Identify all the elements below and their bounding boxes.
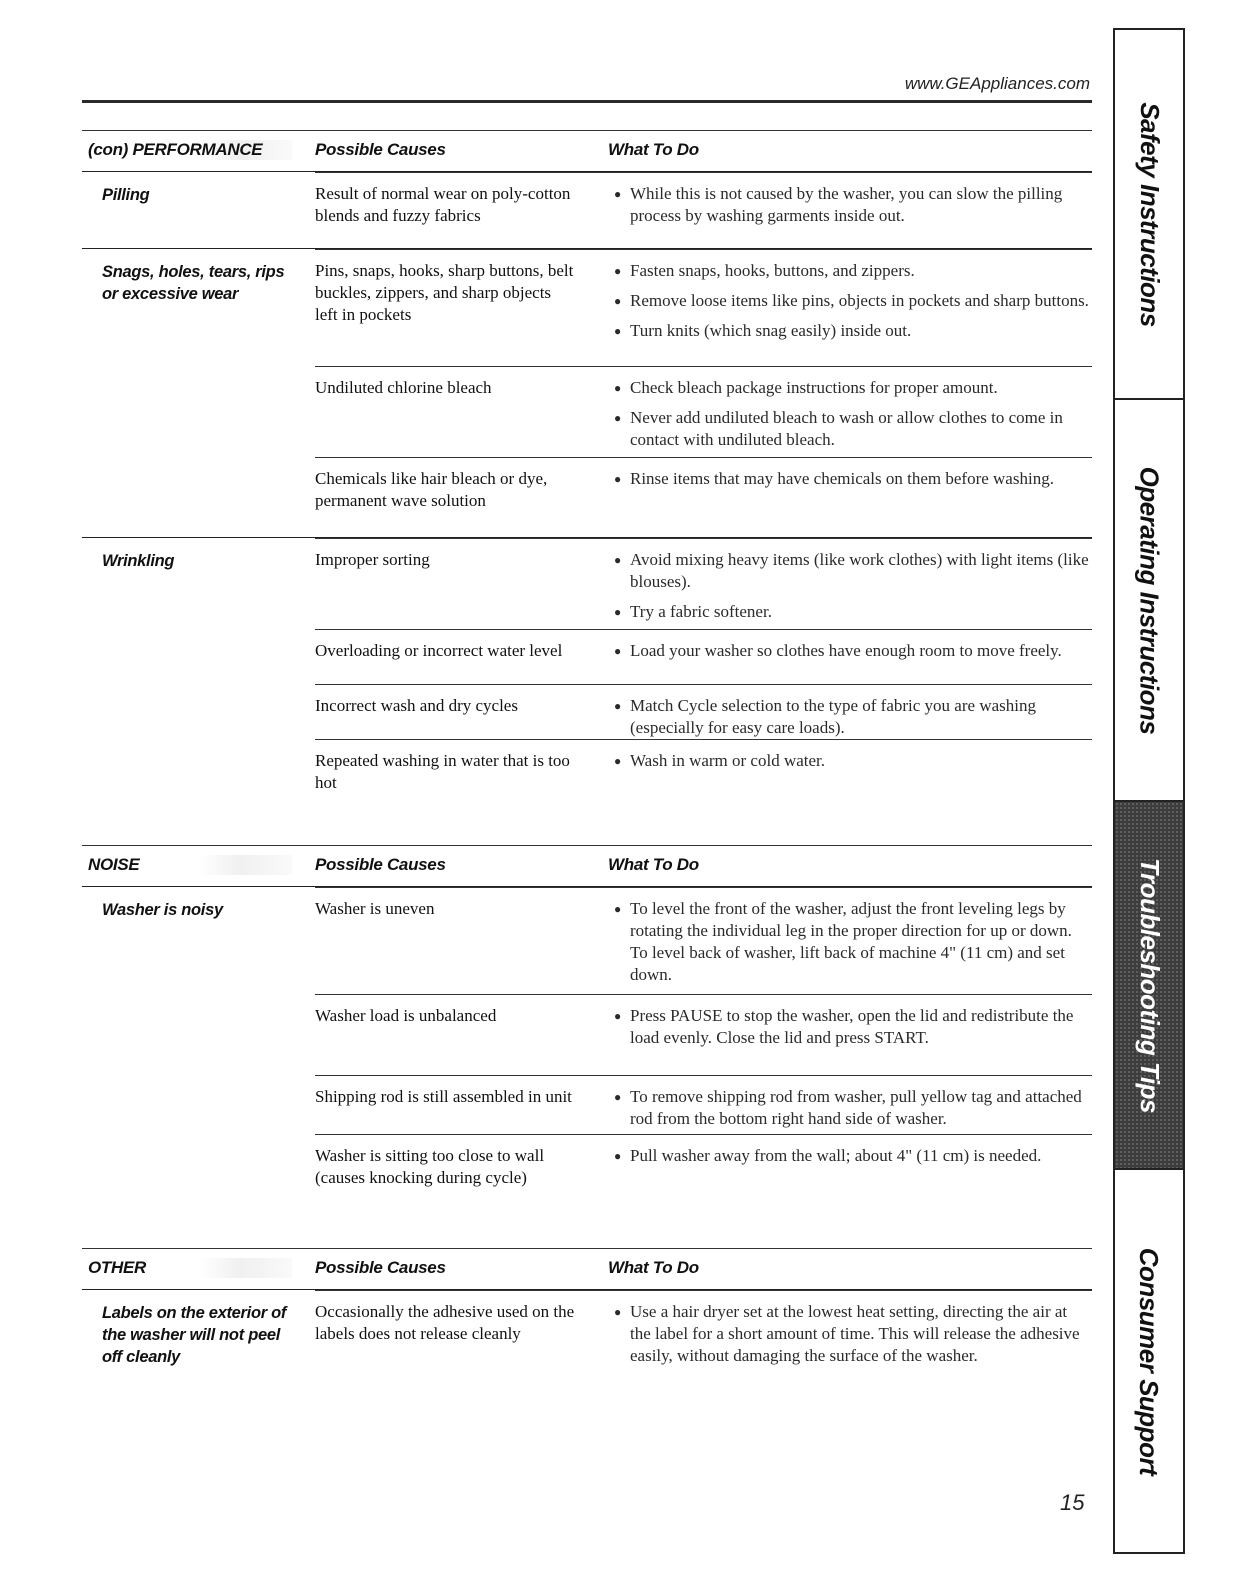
tab-label: Safety Instructions	[1134, 101, 1165, 327]
cause-block	[315, 887, 1092, 994]
todo-item: ● Wash in warm or cold water.	[614, 751, 826, 770]
problem-row	[82, 172, 1092, 249]
todo-text: Fasten snaps, hooks, buttons, and zippers.	[630, 261, 915, 280]
todo-text: Try a fabric softener.	[630, 602, 772, 621]
cause-block	[315, 1134, 1092, 1211]
todo-column-header: What To Do	[608, 1258, 699, 1277]
todo-item: ● Use a hair dryer set at the lowest heat setting, directing the air at the label for a short amount of time. This will release the adhesive easily, without damaging the surface of the washer.	[614, 1302, 1080, 1365]
section-performance	[82, 130, 1092, 798]
todo-text: While this is not caused by the washer, you can slow the pilling process by washing garments inside out.	[630, 184, 1063, 225]
todo-text: Turn knits (which snag easily) inside out.	[630, 321, 912, 340]
causes-column-header: Possible Causes	[315, 1258, 446, 1277]
cause-text: Occasionally the adhesive used on the labels does not release cleanly	[315, 1302, 575, 1343]
problem-name: Snags, holes, tears, rips or excessive wear	[102, 263, 285, 303]
todo-list	[608, 685, 1092, 747]
cause-block	[315, 1290, 1092, 1411]
todo-list	[608, 740, 1092, 780]
todo-list	[608, 888, 1092, 994]
todo-text: Load your washer so clothes have enough room to move freely.	[630, 641, 1062, 660]
cause-block	[315, 739, 1092, 800]
section-tabs	[1113, 28, 1185, 1554]
todo-list	[608, 1291, 1092, 1375]
cause-text: Improper sorting	[315, 550, 430, 569]
tab-troubleshooting-tips[interactable]	[1115, 802, 1183, 1170]
todo-text: Remove loose items like pins, objects in pockets and sharp buttons.	[630, 291, 1089, 310]
todo-text: Check bleach package instructions for proper amount.	[630, 378, 998, 397]
cause-block	[315, 538, 1092, 629]
todo-text: To level the front of the washer, adjust the front leveling legs by rotating the individual leg in the proper direction for up or down. To level back of washer, lift back of machine 4" (11 cm) and set down.	[630, 899, 1072, 984]
todo-text: Match Cycle selection to the type of fabric you are washing (especially for easy care loads).	[630, 696, 1036, 737]
problem-row	[82, 249, 1092, 538]
todo-item: ● Try a fabric softener.	[614, 602, 772, 621]
problem-name: Washer is noisy	[102, 901, 223, 919]
tab-consumer-support[interactable]	[1115, 1170, 1183, 1552]
todo-list	[608, 1135, 1092, 1175]
causes-column-header: Possible Causes	[315, 140, 446, 159]
section-noise	[82, 845, 1092, 1207]
todo-list	[608, 995, 1092, 1057]
problem-row	[82, 1290, 1092, 1410]
todo-column-header: What To Do	[608, 855, 699, 874]
cause-block	[315, 684, 1092, 739]
tab-label: Operating Instructions	[1134, 466, 1165, 734]
cause-text: Chemicals like hair bleach or dye, permanent wave solution	[315, 469, 548, 510]
page-number: 15	[1060, 1490, 1085, 1515]
todo-list	[608, 630, 1092, 670]
problem-row	[82, 538, 1092, 798]
cause-text: Undiluted chlorine bleach	[315, 378, 492, 397]
cause-block	[315, 994, 1092, 1075]
todo-text: Avoid mixing heavy items (like work clothes) with light items (like blouses).	[630, 550, 1089, 591]
todo-item: ● Load your washer so clothes have enough room to move freely.	[614, 641, 1062, 660]
cause-text: Washer is sitting too close to wall (causes knocking during cycle)	[315, 1146, 545, 1187]
cause-text: Incorrect wash and dry cycles	[315, 696, 518, 715]
tab-label: Troubleshooting Tips	[1134, 857, 1165, 1113]
top-rule	[82, 100, 1092, 103]
todo-text: Use a hair dryer set at the lowest heat setting, directing the air at the label for a short amount of time. This will release the adhesive easily, without damaging the surface of the washer.	[630, 1302, 1080, 1365]
todo-list	[608, 539, 1092, 631]
cause-block	[315, 366, 1092, 457]
cause-text: Pins, snaps, hooks, sharp buttons, belt buckles, zippers, and sharp objects left in pockets	[315, 261, 574, 324]
cause-block	[315, 172, 1092, 249]
section-header	[82, 845, 1092, 887]
cause-text: Result of normal wear on poly-cotton blends and fuzzy fabrics	[315, 184, 571, 225]
todo-text: Rinse items that may have chemicals on them before washing.	[630, 469, 1054, 488]
cause-text: Repeated washing in water that is too hot	[315, 751, 570, 792]
problem-name: Labels on the exterior of the washer will not peel off cleanly	[102, 1304, 287, 1366]
todo-item: ● While this is not caused by the washer, you can slow the pilling process by washing garments inside out.	[614, 184, 1063, 225]
cause-text: Washer is uneven	[315, 899, 435, 918]
todo-item: ● Never add undiluted bleach to wash or allow clothes to come in contact with undiluted bleach.	[614, 408, 1063, 449]
todo-item: ● Fasten snaps, hooks, buttons, and zippers.	[614, 261, 915, 280]
causes-column-header: Possible Causes	[315, 855, 446, 874]
todo-text: To remove shipping rod from washer, pull yellow tag and attached rod from the bottom right hand side of washer.	[630, 1087, 1082, 1128]
tab-label: Consumer Support	[1134, 1247, 1165, 1475]
todo-list	[608, 458, 1092, 498]
todo-item: ● Match Cycle selection to the type of fabric you are washing (especially for easy care loads).	[614, 696, 1036, 737]
section-title: (con) PERFORMANCE	[86, 140, 292, 160]
todo-item: ● Avoid mixing heavy items (like work clothes) with light items (like blouses).	[614, 550, 1089, 591]
section-header	[82, 1248, 1092, 1290]
problem-name: Pilling	[102, 186, 150, 204]
todo-column-header: What To Do	[608, 140, 699, 159]
cause-block	[315, 249, 1092, 366]
todo-list	[608, 367, 1092, 459]
section-other	[82, 1248, 1092, 1410]
cause-block	[315, 629, 1092, 684]
todo-item: ● Turn knits (which snag easily) inside out.	[614, 321, 912, 340]
problem-name: Wrinkling	[102, 552, 175, 570]
todo-item: ● To remove shipping rod from washer, pull yellow tag and attached rod from the bottom right hand side of washer.	[614, 1087, 1082, 1128]
todo-list	[608, 173, 1092, 235]
problem-row	[82, 887, 1092, 1207]
todo-item: ● Remove loose items like pins, objects in pockets and sharp buttons.	[614, 291, 1089, 310]
cause-text: Washer load is unbalanced	[315, 1006, 497, 1025]
todo-text: Never add undiluted bleach to wash or allow clothes to come in contact with undiluted bleach.	[630, 408, 1063, 449]
todo-item: ● Pull washer away from the wall; about 4" (11 cm) is needed.	[614, 1146, 1042, 1165]
cause-block	[315, 1075, 1092, 1134]
section-title: OTHER	[86, 1258, 292, 1278]
todo-item: ● Rinse items that may have chemicals on them before washing.	[614, 469, 1054, 488]
site-url: www.GEAppliances.com	[904, 74, 1090, 93]
cause-block	[315, 457, 1092, 538]
section-header	[82, 130, 1092, 172]
todo-item: ● Press PAUSE to stop the washer, open the lid and redistribute the load evenly. Close the lid and press START.	[614, 1006, 1074, 1047]
todo-item: ● To level the front of the washer, adjust the front leveling legs by rotating the individual leg in the proper direction for up or down. To level back of washer, lift back of machine 4" (11 cm) and set down.	[614, 899, 1072, 984]
tab-safety-instructions[interactable]	[1115, 30, 1183, 400]
cause-text: Overloading or incorrect water level	[315, 641, 563, 660]
todo-list	[608, 1076, 1092, 1138]
todo-text: Press PAUSE to stop the washer, open the lid and redistribute the load evenly. Close the lid and press START.	[630, 1006, 1074, 1047]
todo-list	[608, 250, 1092, 350]
todo-text: Wash in warm or cold water.	[630, 751, 826, 770]
tab-operating-instructions[interactable]	[1115, 400, 1183, 802]
todo-item: ● Check bleach package instructions for proper amount.	[614, 378, 998, 397]
section-title: NOISE	[86, 855, 292, 875]
todo-text: Pull washer away from the wall; about 4" (11 cm) is needed.	[630, 1146, 1042, 1165]
cause-text: Shipping rod is still assembled in unit	[315, 1087, 572, 1106]
